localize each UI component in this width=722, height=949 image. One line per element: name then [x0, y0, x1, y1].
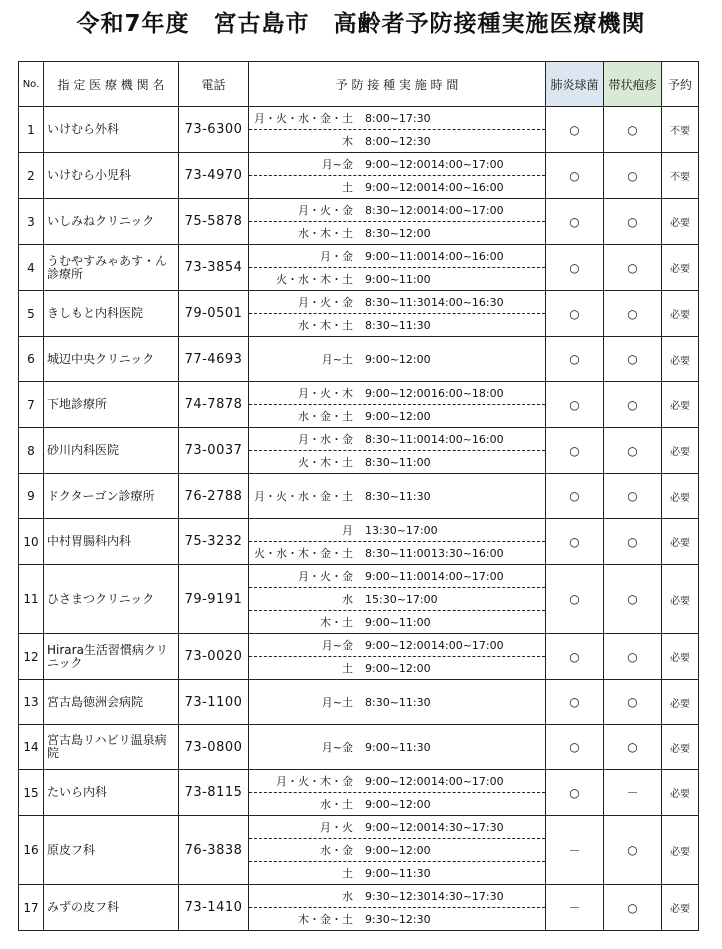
hours-slot [249, 221, 545, 244]
clinic-name: きしもと内科医院 [44, 291, 179, 337]
slot-time-1: 9:00~12:00 [365, 774, 431, 788]
hours-slot [249, 107, 545, 129]
hours-cell [249, 428, 546, 474]
row-number: 4 [19, 245, 44, 291]
hours-list [249, 199, 545, 244]
hours-slot [249, 245, 545, 267]
shingles-mark: ○ [604, 565, 662, 634]
reservation-status: 必要 [662, 725, 699, 770]
row-number: 10 [19, 519, 44, 565]
hours-slot [249, 861, 545, 884]
shingles-mark: ○ [604, 291, 662, 337]
slot-days: 木 [342, 135, 353, 148]
clinic-phone: 73-3854 [179, 245, 249, 291]
hours-list [249, 348, 545, 370]
slot-days: 水 [342, 890, 353, 903]
reservation-status: 必要 [662, 428, 699, 474]
hours-slot [249, 541, 545, 564]
reservation-status: 必要 [662, 770, 699, 816]
hours-list [249, 153, 545, 198]
slot-time-2: 14:00~16:30 [431, 295, 504, 309]
hours-slot [249, 587, 545, 610]
pneumococcal-mark: ○ [546, 428, 604, 474]
clinic-name: 城辺中央クリニック [44, 337, 179, 382]
pneumococcal-mark: － [546, 885, 604, 931]
clinic-name: Hirara生活習慣病クリニック [44, 634, 179, 680]
hours-slot [249, 519, 545, 541]
hours-slot [249, 175, 545, 198]
slot-time-1: 9:00~12:00 [365, 797, 431, 811]
hours-list [249, 245, 545, 290]
clinic-name: 下地診療所 [44, 382, 179, 428]
pneumococcal-mark: ○ [546, 107, 604, 153]
slot-time-2: 14:00~17:00 [431, 203, 504, 217]
table-row [19, 107, 699, 153]
table-body [19, 107, 699, 931]
hours-cell [249, 885, 546, 931]
slot-time-2: 14:00~17:00 [431, 569, 504, 583]
row-number: 15 [19, 770, 44, 816]
pneumococcal-mark: ○ [546, 770, 604, 816]
reservation-status: 不要 [662, 153, 699, 199]
hours-cell [249, 816, 546, 885]
clinic-phone: 73-8115 [179, 770, 249, 816]
clinic-name: いしみねクリニック [44, 199, 179, 245]
hours-slot [249, 129, 545, 152]
hours-slot [249, 907, 545, 930]
hours-list [249, 428, 545, 473]
hours-cell [249, 474, 546, 519]
slot-days: 月・水・金 [298, 433, 353, 446]
header-no: No. [19, 62, 44, 107]
hours-slot [249, 291, 545, 313]
hours-slot [249, 610, 545, 633]
slot-time-2: 14:00~17:00 [431, 638, 504, 652]
row-number: 11 [19, 565, 44, 634]
shingles-mark: ○ [604, 885, 662, 931]
shingles-mark: ○ [604, 199, 662, 245]
clinic-name: 宮古島徳洲会病院 [44, 680, 179, 725]
pneumococcal-mark: ○ [546, 680, 604, 725]
slot-time-2: 14:00~17:00 [431, 157, 504, 171]
slot-time-1: 13:30~17:00 [365, 523, 438, 537]
slot-time-2: 14:00~16:00 [431, 180, 504, 194]
pneumococcal-mark: ○ [546, 291, 604, 337]
slot-time-1: 8:30~12:00 [365, 226, 431, 240]
hours-slot [249, 485, 545, 507]
slot-days: 火・水・木・金・土 [254, 547, 353, 560]
hours-list [249, 107, 545, 152]
slot-days: 木・金・土 [298, 913, 353, 926]
slot-days: 月・火・木・金 [276, 775, 353, 788]
reservation-status: 必要 [662, 337, 699, 382]
slot-days: 木・土 [320, 616, 353, 629]
clinic-phone: 75-5878 [179, 199, 249, 245]
table-row [19, 474, 699, 519]
slot-time-2: 14:00~17:00 [431, 774, 504, 788]
hours-slot [249, 838, 545, 861]
hours-cell [249, 153, 546, 199]
hours-slot [249, 382, 545, 404]
hours-cell [249, 680, 546, 725]
pneumococcal-mark: ○ [546, 519, 604, 565]
hours-cell [249, 291, 546, 337]
row-number: 2 [19, 153, 44, 199]
slot-days: 土 [342, 181, 353, 194]
clinic-schedule-table [18, 61, 699, 931]
slot-time-1: 9:00~11:00 [365, 272, 431, 286]
slot-days: 月・火・金 [298, 204, 353, 217]
header-name: 指 定 医 療 機 関 名 [44, 62, 179, 107]
slot-time-1: 8:30~11:30 [365, 695, 431, 709]
slot-time-1: 9:00~11:30 [365, 866, 431, 880]
slot-days: 月・火・金 [298, 296, 353, 309]
row-number: 3 [19, 199, 44, 245]
slot-days: 火・水・木・土 [276, 273, 353, 286]
hours-slot [249, 736, 545, 758]
clinic-phone: 75-3232 [179, 519, 249, 565]
hours-slot [249, 199, 545, 221]
slot-days: 月~金 [321, 639, 353, 652]
shingles-mark: ○ [604, 680, 662, 725]
hours-slot [249, 691, 545, 713]
pneumococcal-mark: ○ [546, 725, 604, 770]
hours-slot [249, 267, 545, 290]
slot-time-1: 9:30~12:30 [365, 912, 431, 926]
row-number: 17 [19, 885, 44, 931]
clinic-phone: 73-0800 [179, 725, 249, 770]
shingles-mark: ○ [604, 337, 662, 382]
hours-cell [249, 245, 546, 291]
shingles-mark: ○ [604, 382, 662, 428]
clinic-name: ひさまつクリニック [44, 565, 179, 634]
table-row [19, 885, 699, 931]
shingles-mark: ○ [604, 474, 662, 519]
shingles-mark: ○ [604, 107, 662, 153]
table-row [19, 634, 699, 680]
slot-days: 月~金 [321, 741, 353, 754]
slot-time-2: 14:30~17:30 [431, 889, 504, 903]
slot-days: 月・火・金 [298, 570, 353, 583]
slot-time-1: 8:30~11:00 [365, 455, 431, 469]
header-hours: 予 防 接 種 実 施 時 間 [249, 62, 546, 107]
clinic-phone: 79-0501 [179, 291, 249, 337]
clinic-phone: 76-2788 [179, 474, 249, 519]
pneumococcal-mark: ○ [546, 565, 604, 634]
slot-time-1: 9:00~11:00 [365, 249, 431, 263]
header-tel: 電話 [179, 62, 249, 107]
hours-list [249, 885, 545, 930]
slot-time-1: 8:30~11:30 [365, 489, 431, 503]
slot-time-1: 9:00~12:00 [365, 843, 431, 857]
reservation-status: 必要 [662, 885, 699, 931]
slot-time-1: 9:00~12:00 [365, 352, 431, 366]
hours-cell [249, 199, 546, 245]
slot-time-1: 15:30~17:00 [365, 592, 438, 606]
page-title: 令和7年度 宮古島市 高齢者予防接種実施医療機関 [76, 11, 646, 37]
slot-time-1: 8:30~11:30 [365, 295, 431, 309]
slot-time-1: 9:00~12:00 [365, 386, 431, 400]
reservation-status: 必要 [662, 199, 699, 245]
clinic-phone: 73-6300 [179, 107, 249, 153]
hours-slot [249, 634, 545, 656]
row-number: 12 [19, 634, 44, 680]
table-row [19, 816, 699, 885]
clinic-name: ドクターゴン診療所 [44, 474, 179, 519]
pneumococcal-mark: ○ [546, 474, 604, 519]
hours-list [249, 519, 545, 564]
table-row [19, 428, 699, 474]
slot-time-1: 9:00~12:00 [365, 409, 431, 423]
clinic-name: うむやすみゃあす・ん診療所 [44, 245, 179, 291]
hours-slot [249, 428, 545, 450]
reservation-status: 不要 [662, 107, 699, 153]
shingles-mark: ○ [604, 725, 662, 770]
row-number: 5 [19, 291, 44, 337]
slot-days: 月 [342, 524, 353, 537]
clinic-name: 原皮フ科 [44, 816, 179, 885]
slot-days: 火・木・土 [298, 456, 353, 469]
row-number: 14 [19, 725, 44, 770]
reservation-status: 必要 [662, 382, 699, 428]
clinic-name: 砂川内科医院 [44, 428, 179, 474]
slot-time-2: 16:00~18:00 [431, 386, 504, 400]
hours-list [249, 816, 545, 884]
clinic-phone: 73-4970 [179, 153, 249, 199]
pneumococcal-mark: － [546, 816, 604, 885]
slot-days: 水・金 [320, 844, 353, 857]
reservation-status: 必要 [662, 680, 699, 725]
table-row [19, 382, 699, 428]
slot-time-1: 8:30~12:00 [365, 203, 431, 217]
clinic-phone: 73-1100 [179, 680, 249, 725]
slot-days: 水 [342, 593, 353, 606]
slot-days: 月・火・木 [298, 387, 353, 400]
reservation-status: 必要 [662, 565, 699, 634]
reservation-status: 必要 [662, 474, 699, 519]
row-number: 1 [19, 107, 44, 153]
clinic-name: みずの皮フ科 [44, 885, 179, 931]
slot-days: 月~土 [321, 696, 353, 709]
slot-days: 月・金 [320, 250, 353, 263]
header-pneumococcal: 肺炎球菌 [546, 62, 604, 107]
clinic-name: いけむら外科 [44, 107, 179, 153]
clinic-phone: 73-0037 [179, 428, 249, 474]
slot-time-1: 8:30~11:00 [365, 432, 431, 446]
reservation-status: 必要 [662, 816, 699, 885]
clinic-name: 中村胃腸科内科 [44, 519, 179, 565]
slot-time-1: 9:00~12:00 [365, 661, 431, 675]
row-number: 6 [19, 337, 44, 382]
slot-days: 水・金・土 [298, 410, 353, 423]
clinic-phone: 77-4693 [179, 337, 249, 382]
pneumococcal-mark: ○ [546, 199, 604, 245]
slot-time-1: 8:00~12:30 [365, 134, 431, 148]
shingles-mark: ○ [604, 153, 662, 199]
hours-cell [249, 107, 546, 153]
slot-time-1: 9:00~12:00 [365, 638, 431, 652]
slot-time-1: 9:00~11:00 [365, 569, 431, 583]
slot-days: 月~金 [321, 158, 353, 171]
slot-time-2: 13:30~16:00 [431, 546, 504, 560]
slot-days: 土 [342, 662, 353, 675]
slot-days: 水・木・土 [298, 227, 353, 240]
slot-time-1: 9:00~12:00 [365, 820, 431, 834]
table-row [19, 291, 699, 337]
reservation-status: 必要 [662, 291, 699, 337]
reservation-status: 必要 [662, 634, 699, 680]
clinic-phone: 74-7878 [179, 382, 249, 428]
hours-list [249, 691, 545, 713]
slot-days: 月・火・水・金・土 [254, 490, 353, 503]
hours-slot [249, 565, 545, 587]
clinic-phone: 76-3838 [179, 816, 249, 885]
slot-time-2: 14:00~16:00 [431, 249, 504, 263]
hours-slot [249, 348, 545, 370]
hours-list [249, 770, 545, 815]
row-number: 16 [19, 816, 44, 885]
slot-time-2: 14:30~17:30 [431, 820, 504, 834]
slot-time-1: 9:00~11:30 [365, 740, 431, 754]
shingles-mark: － [604, 770, 662, 816]
clinic-phone: 73-0020 [179, 634, 249, 680]
hours-list [249, 736, 545, 758]
row-number: 7 [19, 382, 44, 428]
slot-time-1: 9:00~12:00 [365, 180, 431, 194]
hours-slot [249, 792, 545, 815]
shingles-mark: ○ [604, 245, 662, 291]
clinic-phone: 79-9191 [179, 565, 249, 634]
hours-slot [249, 885, 545, 907]
hours-cell [249, 382, 546, 428]
clinic-phone: 73-1410 [179, 885, 249, 931]
pneumococcal-mark: ○ [546, 245, 604, 291]
reservation-status: 必要 [662, 519, 699, 565]
table-header-row [19, 62, 699, 107]
header-reservation: 予約 [662, 62, 699, 107]
shingles-mark: ○ [604, 634, 662, 680]
row-number: 8 [19, 428, 44, 474]
table-row [19, 725, 699, 770]
slot-days: 水・土 [320, 798, 353, 811]
hours-cell [249, 770, 546, 816]
row-number: 9 [19, 474, 44, 519]
hours-list [249, 291, 545, 336]
hours-slot [249, 153, 545, 175]
hours-slot [249, 450, 545, 473]
slot-days: 月・火・水・金・土 [254, 112, 353, 125]
pneumococcal-mark: ○ [546, 382, 604, 428]
table-row [19, 337, 699, 382]
hours-slot [249, 816, 545, 838]
hours-cell [249, 725, 546, 770]
hours-cell [249, 634, 546, 680]
slot-days: 土 [342, 867, 353, 880]
table-row [19, 770, 699, 816]
clinic-name: いけむら小児科 [44, 153, 179, 199]
shingles-mark: ○ [604, 428, 662, 474]
hours-slot [249, 404, 545, 427]
row-number: 13 [19, 680, 44, 725]
reservation-status: 必要 [662, 245, 699, 291]
hours-cell [249, 337, 546, 382]
slot-time-1: 8:30~11:30 [365, 318, 431, 332]
slot-days: 月~土 [321, 353, 353, 366]
hours-cell [249, 565, 546, 634]
slot-days: 水・木・土 [298, 319, 353, 332]
slot-time-1: 9:00~11:00 [365, 615, 431, 629]
slot-time-2: 14:00~16:00 [431, 432, 504, 446]
header-shingles: 帯状疱疹 [604, 62, 662, 107]
pneumococcal-mark: ○ [546, 337, 604, 382]
pneumococcal-mark: ○ [546, 153, 604, 199]
table-row [19, 680, 699, 725]
hours-slot [249, 313, 545, 336]
table-row [19, 565, 699, 634]
hours-slot [249, 656, 545, 679]
hours-list [249, 634, 545, 679]
shingles-mark: ○ [604, 519, 662, 565]
slot-time-1: 9:30~12:30 [365, 889, 431, 903]
slot-time-1: 8:00~17:30 [365, 111, 431, 125]
slot-time-1: 8:30~11:00 [365, 546, 431, 560]
clinic-name: たいら内科 [44, 770, 179, 816]
shingles-mark: ○ [604, 816, 662, 885]
table-row [19, 199, 699, 245]
hours-list [249, 382, 545, 427]
table-row [19, 245, 699, 291]
table-row [19, 519, 699, 565]
hours-list [249, 485, 545, 507]
pneumococcal-mark: ○ [546, 634, 604, 680]
hours-slot [249, 770, 545, 792]
hours-cell [249, 519, 546, 565]
slot-time-1: 9:00~12:00 [365, 157, 431, 171]
hours-list [249, 565, 545, 633]
slot-days: 月・火 [320, 821, 353, 834]
table-row [19, 153, 699, 199]
clinic-name: 宮古島リハビリ温泉病院 [44, 725, 179, 770]
